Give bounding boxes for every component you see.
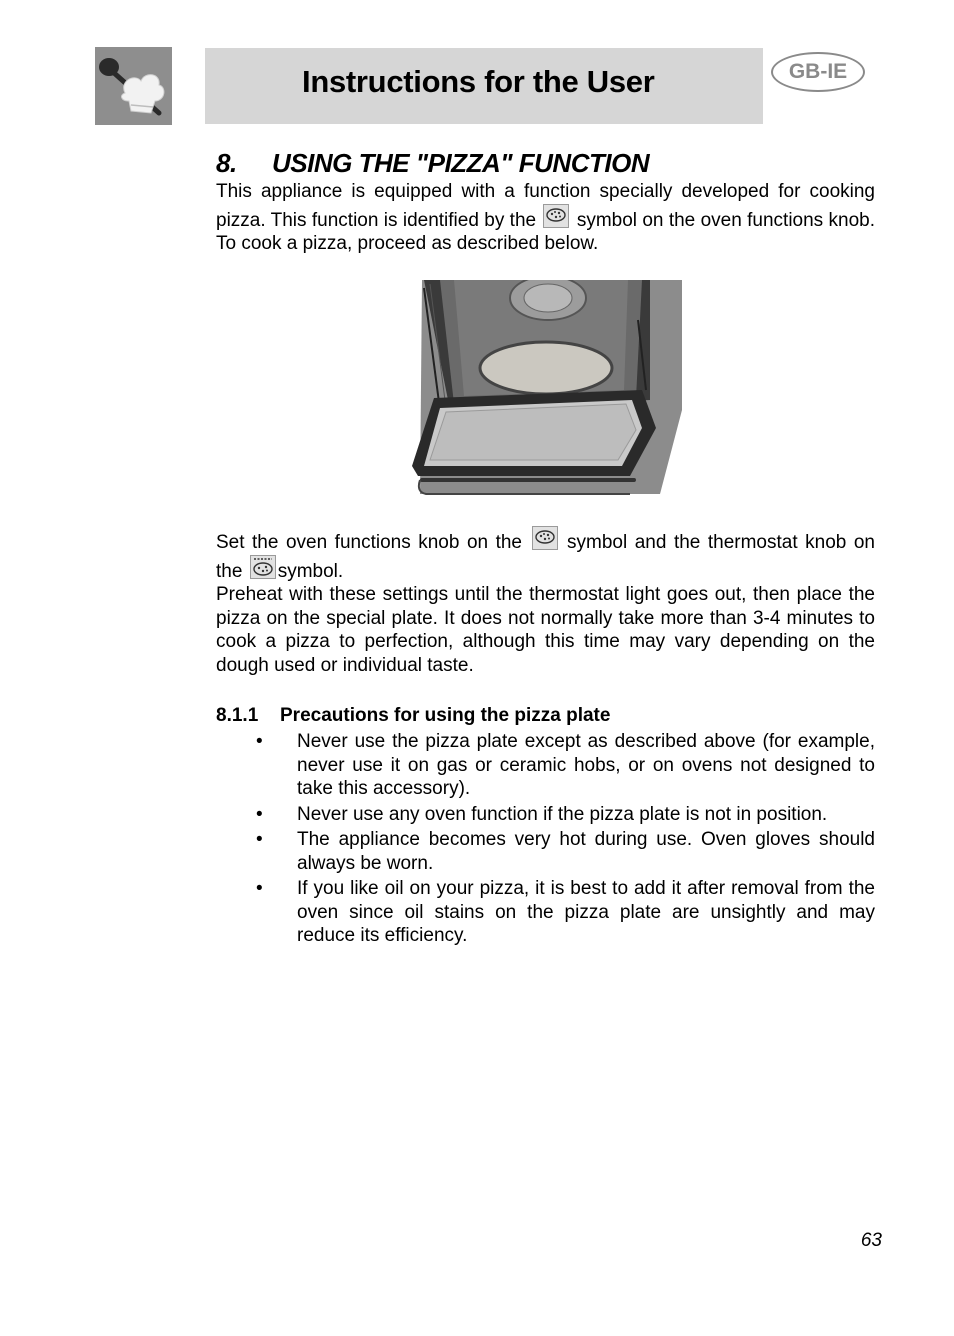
list-item xyxy=(216,803,875,827)
page-title: Instructions for the User xyxy=(302,64,655,99)
list-item-text: Never use the pizza plate except as described above (for example, never use it on gas or ceramic hobs, or on ovens not designed to take this accessory). xyxy=(297,731,875,799)
intro-paragraph xyxy=(216,180,875,256)
preheat-paragraph: Preheat with these settings until the thermostat light goes out, then place the pizza on the special plate. It does not normally take more than 3-4 minutes to cook a pizza to perfection, although this time may vary depending on the dough used or individual taste. xyxy=(216,584,875,676)
pizza-function-icon xyxy=(543,204,569,228)
settings-text-part2: symbol and the thermostat knob on the xyxy=(216,532,875,582)
settings-paragraph xyxy=(216,526,875,677)
header-bar xyxy=(205,48,763,124)
oven-illustration xyxy=(410,280,682,504)
pizza-function-icon xyxy=(532,526,558,550)
section-title: USING THE "PIZZA" FUNCTION xyxy=(272,148,650,178)
settings-text-part3: symbol. xyxy=(277,560,344,582)
bullet-icon: • xyxy=(256,803,263,825)
precautions-list xyxy=(216,730,875,950)
bullet-icon: • xyxy=(256,731,263,752)
section-heading xyxy=(216,148,875,179)
list-item xyxy=(216,877,875,948)
bullet-icon: • xyxy=(256,829,263,850)
settings-text-part1: Set the oven functions knob on the xyxy=(216,532,522,553)
list-item-text: If you like oil on your pizza, it is best to add it after removal from the oven since oil stains on the pizza plate are unsightly and may reduce its efficiency. xyxy=(297,878,875,946)
subsection-heading xyxy=(216,705,875,727)
subsection-number: 8.1.1 xyxy=(216,705,259,726)
section-number: 8. xyxy=(216,148,237,178)
list-item-text: Never use any oven function if the pizza plate is not in position. xyxy=(297,803,828,825)
pizza-thermostat-icon xyxy=(250,555,276,579)
region-badge: GB-IE xyxy=(771,52,865,92)
subsection-title: Precautions for using the pizza plate xyxy=(280,705,611,726)
page-number: 63 xyxy=(860,1230,882,1251)
list-item xyxy=(216,828,875,875)
bullet-icon: • xyxy=(256,878,263,899)
list-item-text: The appliance becomes very hot during use. Oven gloves should always be worn. xyxy=(297,829,875,874)
brand-logo-icon xyxy=(95,47,172,125)
list-item xyxy=(216,730,875,801)
intro-text-part1: This appliance is equipped with a function specially developed for cooking pizza. This function is identified by the xyxy=(216,181,875,231)
intro-text-part2: symbol on the oven functions knob. To cook a pizza, proceed as described below. xyxy=(216,209,876,254)
